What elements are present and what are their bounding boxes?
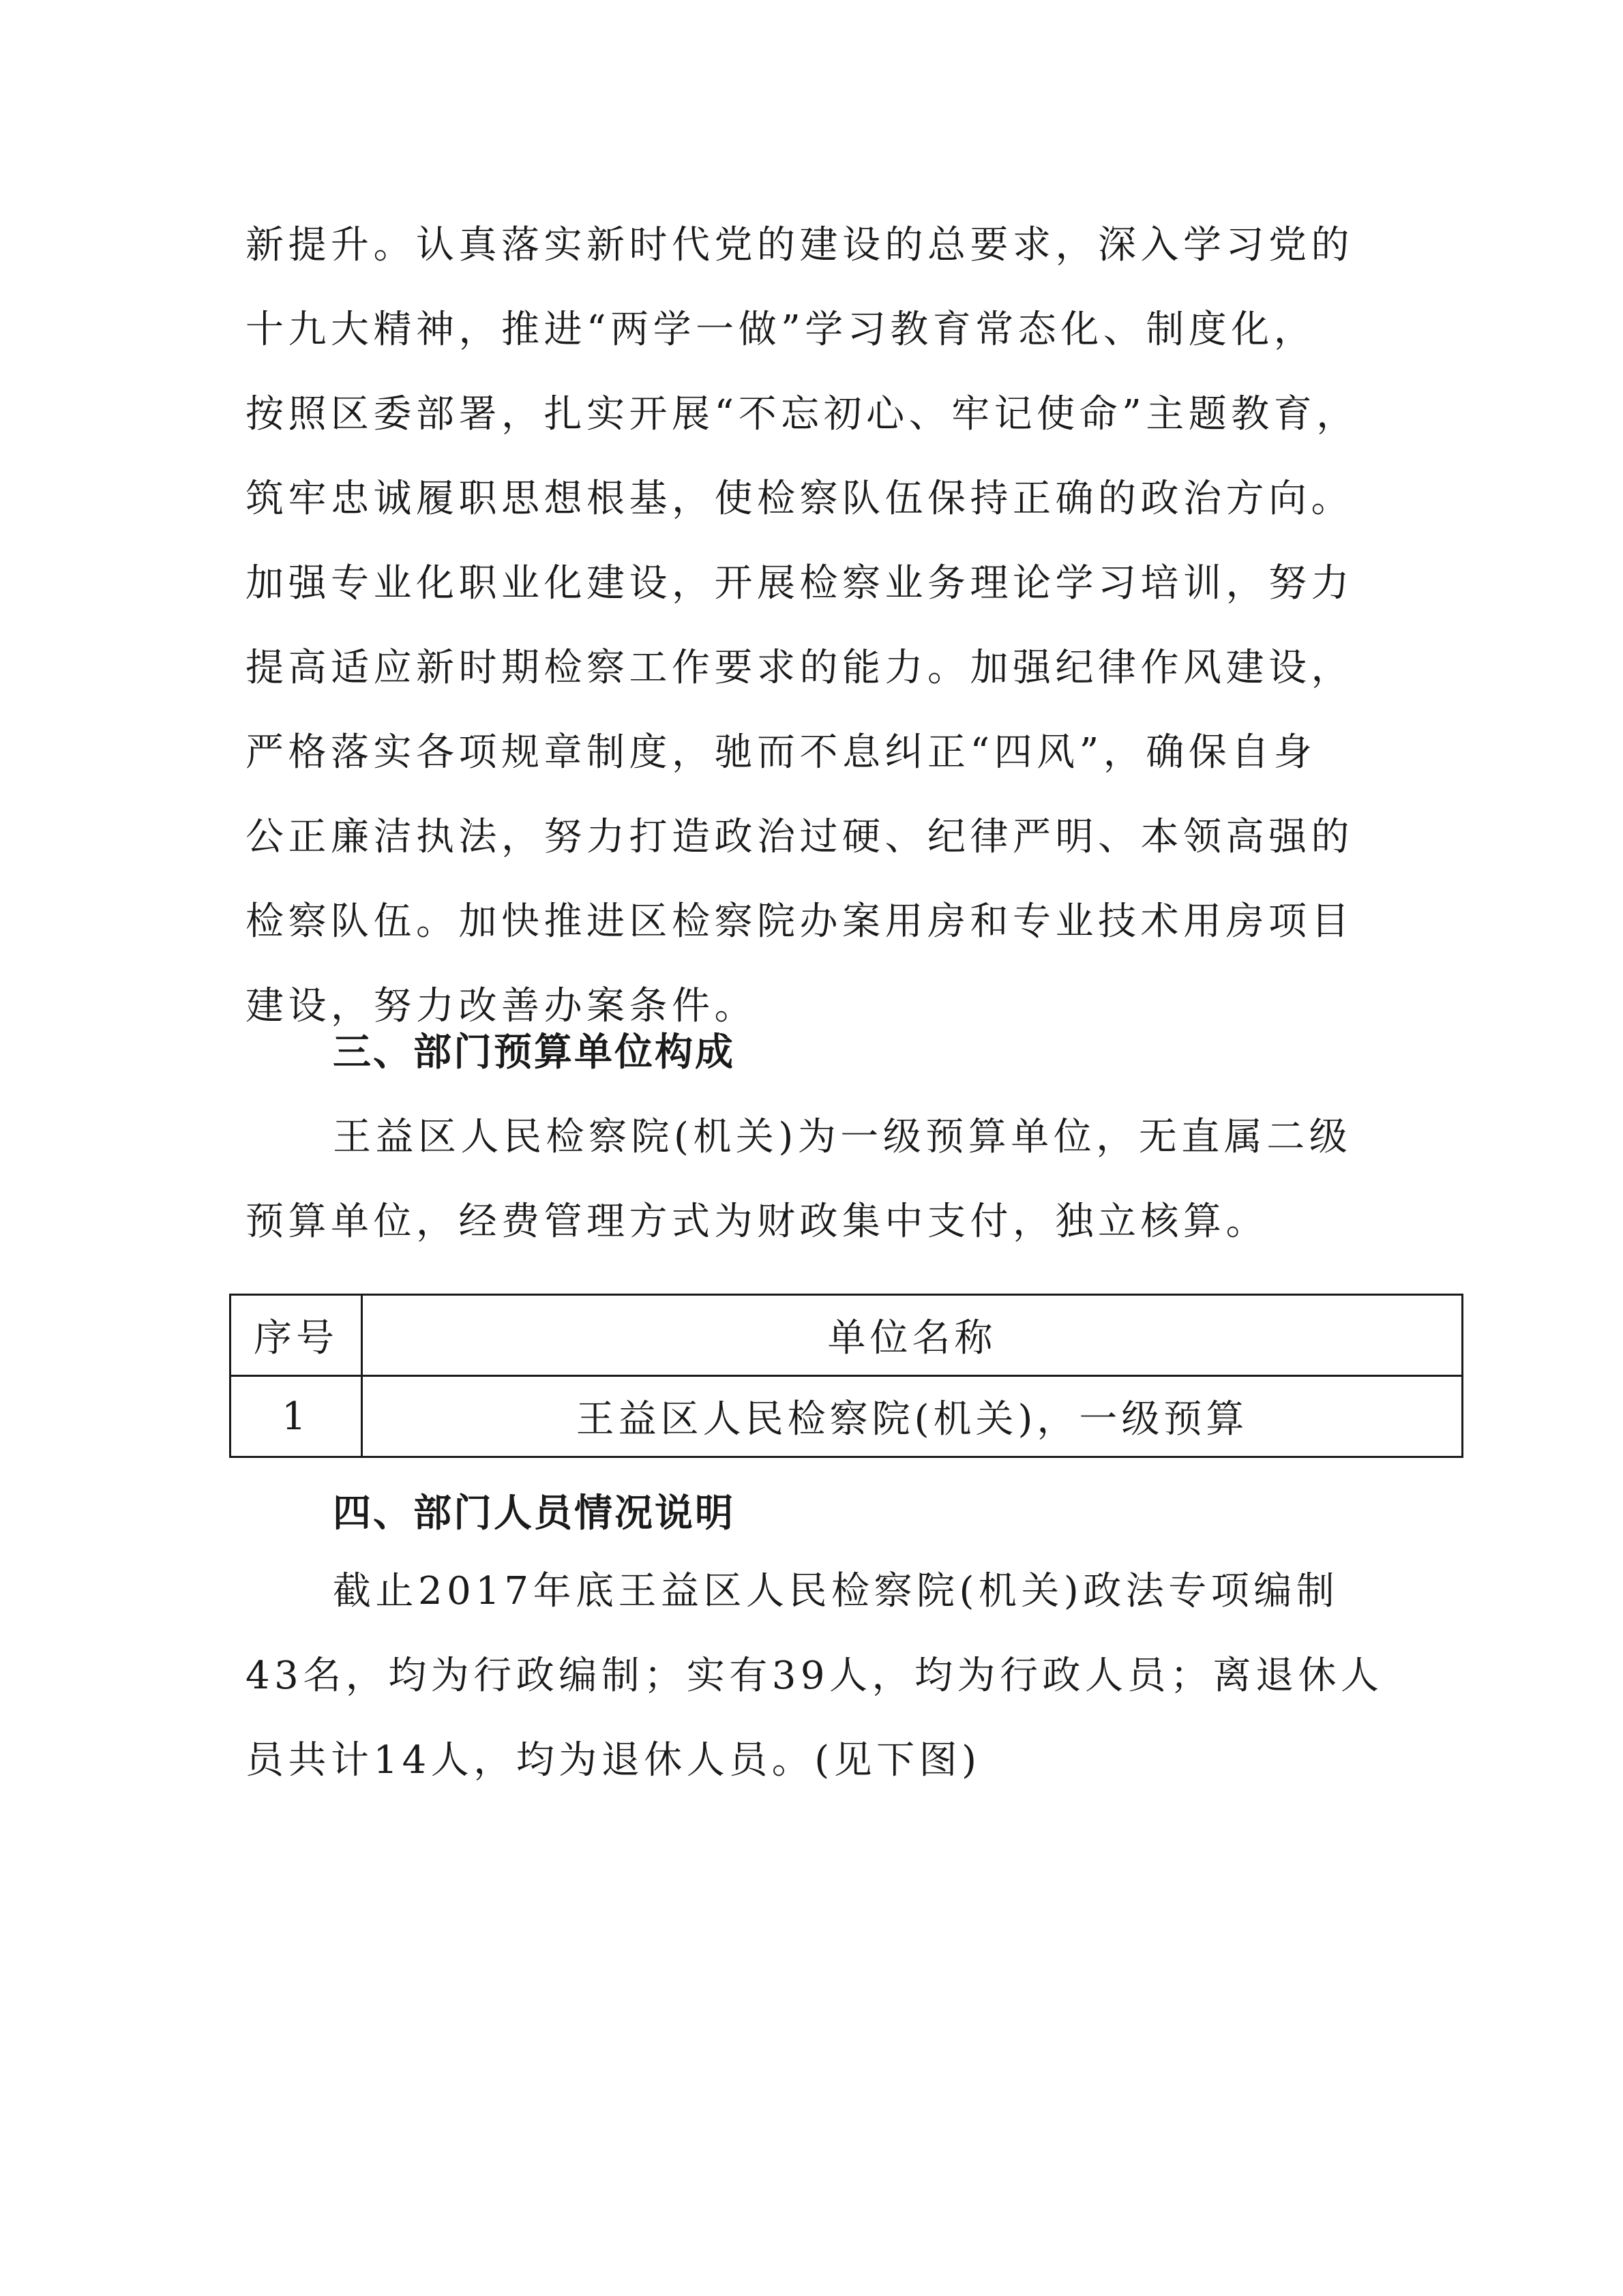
paragraph-line: 加强专业化职业化建设，开展检察业务理论学习培训，努力 [245,561,1354,606]
table-cell-index: 1 [230,1376,362,1457]
paragraph-line: 建设，努力改善办案条件。 [245,984,757,1028]
paragraph-line: 员共计14人，均为退休人员。(见下图) [245,1738,981,1783]
section4-paragraph [245,1549,1384,1803]
section4-heading: 四、部门人员情况说明 [333,1491,735,1536]
paragraph-line: 43名，均为行政编制；实有39人，均为行政人员；离退休人 [245,1654,1384,1698]
section2-paragraph [245,203,1378,1049]
paragraph-line: 截止2017年底王益区人民检察院(机关)政法专项编制 [333,1569,1339,1613]
column-header-index: 序号 [230,1295,362,1376]
paragraph-line: 公正廉洁执法，努力打造政治过硬、纪律严明、本领高强的 [245,815,1354,859]
paragraph-line: 预算单位，经费管理方式为财政集中支付，独立核算。 [245,1199,1268,1244]
column-header-unit-name: 单位名称 [362,1295,1463,1376]
paragraph-line: 提高适应新时期检察工作要求的能力。加强纪律作风建设， [245,646,1354,690]
section3-paragraph [245,1095,1378,1264]
paragraph-line: 按照区委部署，扎实开展“不忘初心、牢记使命”主题教育， [245,392,1359,436]
paragraph-line: 十九大精神，推进“两学一做”学习教育常态化、制度化， [245,308,1317,352]
table-cell-unit-name: 王益区人民检察院(机关)，一级预算 [362,1376,1463,1457]
budget-unit-table [229,1294,1463,1458]
table-row [230,1376,1463,1457]
section3-heading: 三、部门预算单位构成 [333,1030,735,1075]
paragraph-line: 严格落实各项规章制度，驰而不息纠正“四风”，确保自身 [245,730,1317,775]
table-header-row [230,1295,1463,1376]
paragraph-line: 检察队伍。加快推进区检察院办案用房和专业技术用房项目 [245,899,1354,944]
paragraph-line: 新提升。认真落实新时代党的建设的总要求，深入学习党的 [245,223,1354,267]
paragraph-line: 王益区人民检察院(机关)为一级预算单位，无直属二级 [333,1115,1352,1159]
paragraph-line: 筑牢忠诚履职思想根基，使检察队伍保持正确的政治方向。 [245,477,1354,521]
